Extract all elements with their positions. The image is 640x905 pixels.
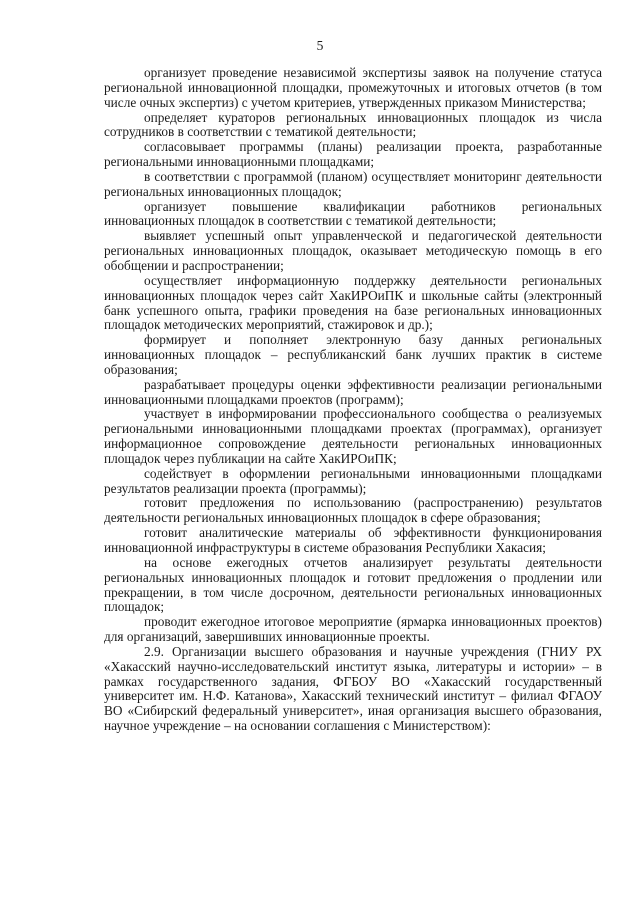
page-number: 5: [316, 38, 324, 53]
paragraph: проводит ежегодное итоговое мероприятие (ярмарка инновационных проектов) для организаций, завершивших инновационные проекты.: [104, 614, 602, 645]
paragraph: определяет кураторов региональных инновационных площадок из числа сотрудников в соответствии с тематикой деятельности;: [104, 109, 602, 140]
paragraph: в соответствии с программой (планом) осуществляет мониторинг деятельности региональных инновационных площадок;: [104, 168, 602, 199]
paragraph: содействует в оформлении региональными инновационными площадками результатов реализации проекта (программы);: [104, 465, 602, 496]
paragraph: готовит предложения по использованию (распространению) результатов деятельности региональных инновационных площадок в сфере образования;: [104, 495, 602, 526]
paragraph: участвует в информировании профессионального сообщества о реализуемых региональными инновационными площадками проектах (программах), организует информационное сопровождение деятельности региональных инновационных площадок через публикации на сайте ХакИРОиПК;: [104, 406, 602, 466]
paragraph: формирует и пополняет электронную базу данных региональных инновационных площадок – республиканский банк лучших практик в системе образования;: [104, 332, 602, 377]
paragraph: организует повышение квалификации работников региональных инновационных площадок в соответствии с тематикой деятельности;: [104, 198, 602, 229]
paragraph: осуществляет информационную поддержку деятельности региональных инновационных площадок через сайт ХакИРОиПК и школьные сайты (электронный банк успешного опыта, графики проведения на базе региональных инновационных площадок методических мероприятий, стажировок и др.);: [104, 272, 602, 333]
document-body: [104, 66, 602, 734]
paragraph: разрабатывает процедуры оценки эффективности реализации региональными инновационными площадками проектов (программ);: [104, 376, 602, 407]
paragraph: организует проведение независимой экспертизы заявок на получение статуса региональной инновационной площадки, промежуточных и итоговых отчетов (в том числе очных экспертиз) с учетом критериев, утвержденных приказом Министерства;: [104, 65, 602, 110]
section-2-9-paragraph: 2.9. Организации высшего образования и научные учреждения (ГНИУ РХ «Хакасский научно-исследовательский институт языка, литературы и истории» – в рамках государственного задания, ФГБОУ ВО «Хакасский государственный университет им. Н.Ф. Катанова», Хакасский технический институт – филиал ФГАОУ ВО «Сибирский федеральный университет», иная организация высшего образования, научное учреждение – на основании соглашения с Министерством):: [104, 643, 602, 734]
paragraph: выявляет успешный опыт управленческой и педагогической деятельности региональных инновационных площадок, оказывает методическую помощь в его обобщении и распространении;: [104, 228, 602, 273]
paragraph: на основе ежегодных отчетов анализирует результаты деятельности региональных инновационных площадок и готовит предложения о продлении или прекращении, в том числе досрочном, деятельности региональных инновационных площадок;: [104, 554, 602, 615]
paragraph: согласовывает программы (планы) реализации проекта, разработанные региональными инновационными площадками;: [104, 139, 602, 170]
paragraph: готовит аналитические материалы об эффективности функционирования инновационной инфраструктуры в системе образования Республики Хакасия;: [104, 525, 602, 555]
